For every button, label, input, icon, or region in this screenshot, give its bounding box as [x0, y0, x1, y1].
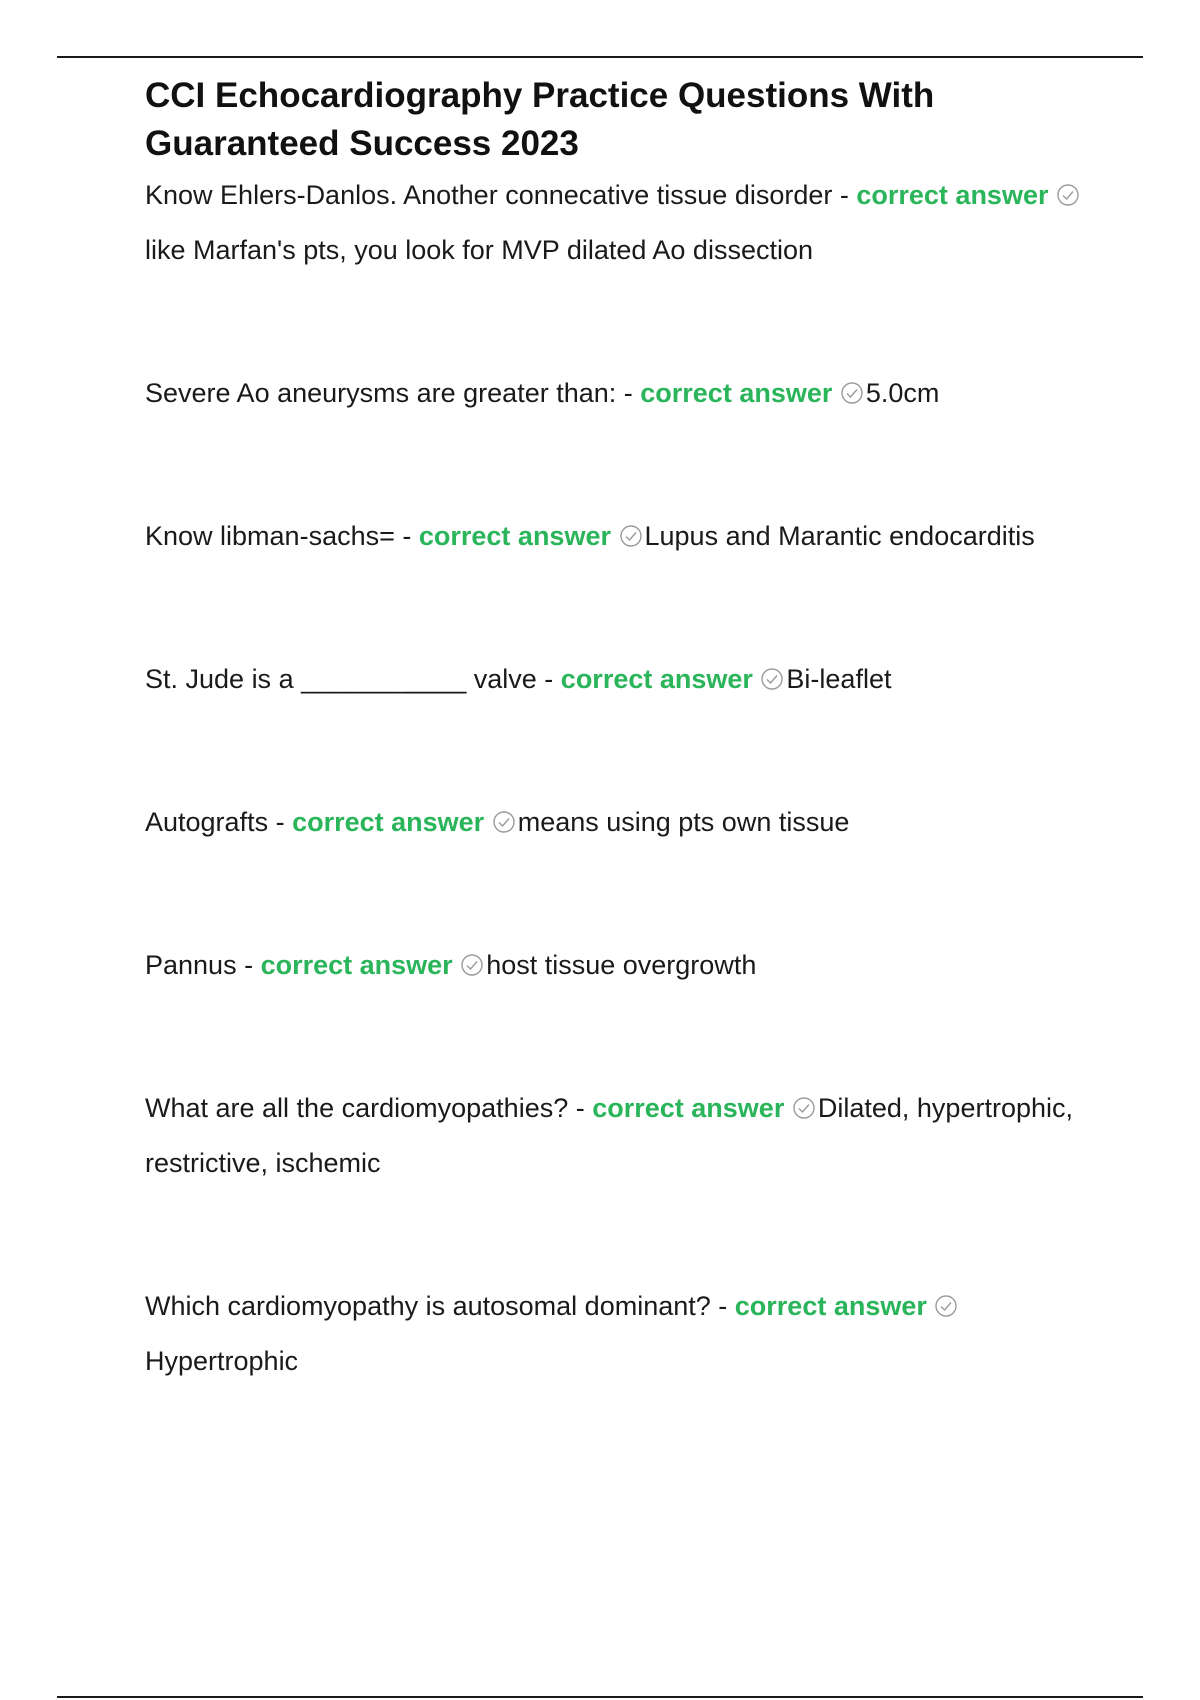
answer-text: host tissue overgrowth: [486, 950, 757, 980]
document-body: [145, 72, 1085, 1389]
separator: -: [236, 950, 261, 980]
correct-answer-label: correct answer: [734, 1291, 927, 1321]
question-text: Know libman-sachs=: [145, 521, 395, 551]
qa-item: [145, 509, 1085, 564]
qa-item: [145, 1081, 1085, 1191]
answer-text: like Marfan's pts, you look for MVP dilated Ao dissection: [145, 235, 813, 265]
check-circle-icon: [792, 1096, 816, 1120]
question-text: St. Jude is a ___________ valve: [145, 664, 537, 694]
qa-item: [145, 795, 1085, 850]
answer-text: Dilated, hypertrophic, restrictive, ischemic: [145, 1093, 1073, 1178]
footer-rule: [57, 1696, 1143, 1698]
question-text: Which cardiomyopathy is autosomal dominant?: [145, 1291, 711, 1321]
question-text: What are all the cardiomyopathies?: [145, 1093, 569, 1123]
separator: -: [616, 378, 641, 408]
separator: -: [832, 180, 857, 210]
separator: -: [268, 807, 293, 837]
answer-text: means using pts own tissue: [517, 807, 850, 837]
correct-answer-label: correct answer: [292, 807, 485, 837]
answer-text: 5.0cm: [865, 378, 940, 408]
check-circle-icon: [840, 381, 864, 405]
correct-answer-label: correct answer: [260, 950, 453, 980]
correct-answer-label: correct answer: [418, 521, 611, 551]
answer-text: Hypertrophic: [145, 1346, 299, 1376]
header-rule: [57, 56, 1143, 58]
qa-item: [145, 1279, 1085, 1389]
qa-item: [145, 652, 1085, 707]
question-text: Autografts: [145, 807, 269, 837]
correct-answer-label: correct answer: [640, 378, 833, 408]
check-circle-icon: [1056, 183, 1080, 207]
separator: -: [710, 1291, 735, 1321]
check-circle-icon: [619, 524, 643, 548]
check-circle-icon: [934, 1294, 958, 1318]
question-text: Severe Ao aneurysms are greater than:: [145, 378, 617, 408]
check-circle-icon: [492, 810, 516, 834]
separator: -: [394, 521, 419, 551]
qa-item: [145, 938, 1085, 993]
check-circle-icon: [460, 953, 484, 977]
question-text: Know Ehlers-Danlos. Another connecative tissue disorder: [145, 180, 833, 210]
question-text: Pannus: [145, 950, 237, 980]
separator: -: [536, 664, 561, 694]
qa-item: [145, 366, 1085, 421]
check-circle-icon: [760, 667, 784, 691]
document-title: CCI Echocardiography Practice Questions With Guaranteed Success 2023: [145, 76, 935, 163]
answer-text: Lupus and Marantic endocarditis: [644, 521, 1035, 551]
separator: -: [568, 1093, 593, 1123]
qa-item: [145, 168, 1085, 278]
correct-answer-label: correct answer: [560, 664, 753, 694]
correct-answer-label: correct answer: [856, 180, 1049, 210]
correct-answer-label: correct answer: [592, 1093, 785, 1123]
answer-text: Bi-leaflet: [786, 664, 892, 694]
